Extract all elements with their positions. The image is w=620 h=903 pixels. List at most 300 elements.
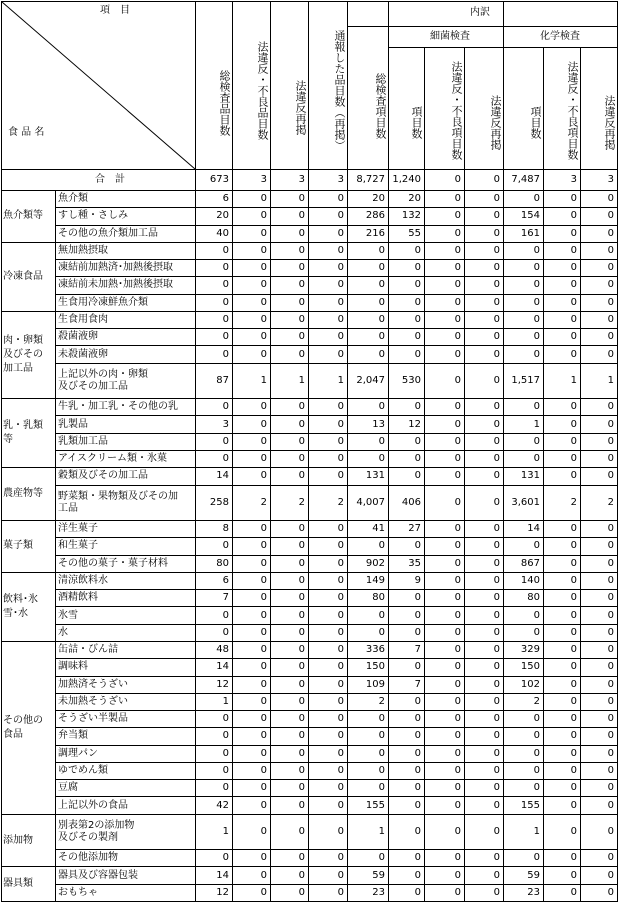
row-value: 0	[222, 348, 229, 360]
row-value: 0	[222, 764, 229, 776]
row-value: 14	[216, 869, 229, 881]
row-label: 器具及び容器包装	[58, 869, 138, 881]
row-value: 0	[260, 523, 267, 535]
row-value: 1	[533, 418, 540, 430]
row-value: 0	[570, 782, 577, 794]
row-value: 0	[222, 540, 229, 552]
group-label: 器具類	[3, 878, 33, 890]
row-value: 0	[260, 678, 267, 690]
row-value: 0	[533, 713, 540, 725]
row-value: 0	[414, 609, 421, 621]
row-value: 150	[520, 661, 540, 673]
total-value: 0	[493, 174, 500, 185]
row-label: 和生菓子	[58, 540, 98, 552]
row-value: 0	[298, 244, 305, 256]
row-value: 0	[607, 523, 614, 535]
row-value: 0	[298, 435, 305, 447]
row-value: 2,047	[356, 374, 385, 386]
row-value: 0	[533, 730, 540, 742]
row-value: 0	[454, 470, 461, 482]
row-value: 0	[378, 747, 385, 759]
row-value: 0	[454, 825, 461, 837]
header-violation-repost: 法違反再掲	[294, 80, 307, 135]
row-value: 0	[570, 869, 577, 881]
header-notified-items: 通報した品目数（再掲）	[333, 30, 346, 151]
row-value: 0	[454, 799, 461, 811]
row-value: 0	[454, 644, 461, 656]
row-value: 0	[260, 279, 267, 291]
row-value: 0	[337, 852, 344, 864]
group-label: その他の 食品	[3, 714, 43, 740]
row-label: 弁当類	[58, 730, 88, 742]
row-value: 0	[298, 644, 305, 656]
total-value: 1,240	[392, 174, 421, 185]
row-value: 0	[298, 782, 305, 794]
row-label: そうざい半製品	[58, 713, 128, 725]
row-value: 0	[260, 886, 267, 898]
row-value: 0	[533, 348, 540, 360]
row-value: 0	[533, 244, 540, 256]
row-value: 0	[337, 825, 344, 837]
row-value: 0	[570, 313, 577, 325]
row-value: 7	[414, 678, 421, 690]
row-value: 0	[607, 764, 614, 776]
row-value: 0	[260, 713, 267, 725]
row-value: 0	[414, 747, 421, 759]
header-violation-items: 法違反・不良品目数	[256, 41, 269, 140]
row-value: 0	[337, 210, 344, 222]
row-value: 0	[378, 401, 385, 413]
row-value: 0	[337, 348, 344, 360]
grid-line	[388, 47, 617, 48]
row-value: 0	[570, 227, 577, 239]
row-value: 0	[298, 313, 305, 325]
total-value: 3	[570, 174, 577, 185]
total-value: 3	[607, 174, 614, 185]
row-value: 0	[378, 852, 385, 864]
row-value: 0	[337, 262, 344, 274]
row-value: 0	[378, 279, 385, 291]
row-value: 0	[607, 782, 614, 794]
row-value: 0	[337, 331, 344, 343]
row-value: 867	[520, 557, 540, 569]
row-value: 0	[337, 730, 344, 742]
row-value: 336	[365, 644, 385, 656]
header-diagonal	[2, 2, 196, 170]
row-value: 0	[493, 348, 500, 360]
group-label: 肉・卵類 及びその 加工品	[3, 335, 43, 375]
row-value: 12	[408, 418, 421, 430]
row-value: 0	[260, 644, 267, 656]
row-value: 0	[570, 592, 577, 604]
row-value: 0	[298, 296, 305, 308]
row-value: 2	[337, 496, 344, 508]
row-value: 0	[607, 609, 614, 621]
row-value: 0	[607, 730, 614, 742]
row-value: 0	[533, 626, 540, 638]
row-value: 0	[493, 575, 500, 587]
row-value: 0	[493, 799, 500, 811]
row-value: 0	[260, 227, 267, 239]
row-value: 0	[607, 575, 614, 587]
row-value: 0	[414, 869, 421, 881]
row-value: 0	[260, 764, 267, 776]
row-value: 0	[493, 418, 500, 430]
row-value: 0	[607, 557, 614, 569]
total-label: 合 計	[95, 174, 125, 185]
row-value: 0	[298, 348, 305, 360]
row-value: 0	[493, 523, 500, 535]
row-value: 329	[520, 644, 540, 656]
row-value: 0	[454, 331, 461, 343]
row-value: 0	[298, 609, 305, 621]
row-label: 缶詰・びん詰	[58, 644, 118, 656]
row-value: 0	[493, 296, 500, 308]
row-value: 0	[298, 730, 305, 742]
row-value: 59	[527, 869, 540, 881]
row-value: 0	[493, 852, 500, 864]
row-value: 406	[401, 496, 421, 508]
row-value: 0	[493, 496, 500, 508]
row-value: 0	[570, 799, 577, 811]
row-value: 0	[570, 418, 577, 430]
row-value: 0	[493, 730, 500, 742]
row-value: 0	[454, 435, 461, 447]
group-label: 乳・乳類 等	[3, 420, 43, 446]
row-value: 0	[414, 262, 421, 274]
row-value: 0	[337, 313, 344, 325]
row-value: 0	[337, 296, 344, 308]
row-value: 0	[222, 453, 229, 465]
row-value: 0	[260, 782, 267, 794]
row-value: 0	[570, 523, 577, 535]
group-label: 菓子類	[3, 540, 33, 552]
row-value: 4,007	[356, 496, 385, 508]
row-value: 0	[298, 210, 305, 222]
row-value: 0	[337, 523, 344, 535]
row-value: 0	[414, 764, 421, 776]
row-value: 0	[260, 435, 267, 447]
row-value: 0	[378, 540, 385, 552]
row-label: 調理パン	[58, 747, 98, 759]
row-value: 0	[607, 626, 614, 638]
row-value: 0	[414, 348, 421, 360]
row-value: 0	[298, 886, 305, 898]
row-value: 0	[493, 661, 500, 673]
header-chemical: 化学検査	[540, 31, 580, 42]
row-label: 別表第2の添加物 及びその製剤	[58, 819, 135, 843]
row-value: 155	[520, 799, 540, 811]
row-value: 0	[260, 609, 267, 621]
row-label: 上記以外の食品	[58, 799, 128, 811]
row-value: 0	[454, 262, 461, 274]
row-value: 14	[216, 470, 229, 482]
row-value: 0	[222, 713, 229, 725]
row-value: 0	[337, 418, 344, 430]
row-value: 0	[414, 470, 421, 482]
row-value: 258	[209, 496, 229, 508]
header-food-name: 食 品 名	[8, 127, 45, 138]
row-value: 7	[222, 592, 229, 604]
row-label: 未加熱そうざい	[58, 695, 128, 707]
row-value: 0	[493, 764, 500, 776]
row-value: 1	[298, 374, 305, 386]
row-label: 穀類及びその加工品	[58, 470, 148, 482]
row-value: 27	[408, 523, 421, 535]
row-value: 0	[414, 331, 421, 343]
row-value: 0	[493, 244, 500, 256]
total-value: 0	[454, 174, 461, 185]
row-value: 0	[607, 678, 614, 690]
row-value: 0	[222, 435, 229, 447]
row-value: 0	[298, 747, 305, 759]
row-value: 0	[454, 279, 461, 291]
row-label: 豆腐	[58, 782, 78, 794]
row-value: 0	[493, 626, 500, 638]
row-value: 0	[337, 557, 344, 569]
row-value: 0	[378, 244, 385, 256]
row-value: 0	[454, 496, 461, 508]
row-value: 0	[570, 825, 577, 837]
row-value: 2	[607, 496, 614, 508]
row-value: 0	[454, 193, 461, 205]
row-value: 0	[298, 418, 305, 430]
row-label: 氷雪	[58, 609, 78, 621]
row-value: 1	[222, 695, 229, 707]
total-value: 3	[298, 174, 305, 185]
row-value: 0	[298, 575, 305, 587]
row-value: 0	[454, 348, 461, 360]
row-value: 0	[570, 764, 577, 776]
row-label: 凍結前未加熱･加熱後摂取	[58, 279, 173, 291]
row-value: 0	[260, 695, 267, 707]
row-value: 0	[570, 244, 577, 256]
row-value: 0	[607, 435, 614, 447]
row-value: 0	[607, 747, 614, 759]
row-value: 0	[607, 540, 614, 552]
row-value: 0	[414, 886, 421, 898]
row-value: 0	[454, 730, 461, 742]
row-value: 20	[372, 193, 385, 205]
row-value: 0	[260, 557, 267, 569]
row-value: 0	[260, 244, 267, 256]
row-value: 0	[378, 331, 385, 343]
row-value: 1	[570, 374, 577, 386]
row-value: 0	[337, 435, 344, 447]
row-label: 無加熱摂取	[58, 244, 108, 256]
row-value: 0	[570, 626, 577, 638]
row-value: 155	[365, 799, 385, 811]
row-value: 0	[414, 592, 421, 604]
row-value: 154	[520, 210, 540, 222]
row-value: 0	[607, 262, 614, 274]
row-label: 清涼飲料水	[58, 575, 108, 587]
row-value: 0	[414, 313, 421, 325]
grid-line	[347, 26, 617, 27]
row-value: 0	[570, 296, 577, 308]
group-label: 農産物等	[3, 488, 43, 500]
row-value: 0	[607, 244, 614, 256]
row-value: 0	[493, 695, 500, 707]
row-value: 0	[222, 262, 229, 274]
row-value: 0	[607, 279, 614, 291]
row-value: 0	[298, 713, 305, 725]
row-value: 0	[222, 852, 229, 864]
row-value: 20	[216, 210, 229, 222]
row-value: 0	[337, 592, 344, 604]
row-value: 0	[493, 210, 500, 222]
row-value: 0	[260, 470, 267, 482]
group-label: 添加物	[3, 834, 33, 846]
row-value: 0	[493, 227, 500, 239]
row-value: 0	[533, 747, 540, 759]
row-value: 0	[378, 730, 385, 742]
row-value: 0	[222, 296, 229, 308]
row-value: 0	[570, 279, 577, 291]
row-value: 161	[520, 227, 540, 239]
row-value: 0	[298, 592, 305, 604]
row-value: 0	[607, 193, 614, 205]
row-value: 0	[493, 470, 500, 482]
row-value: 0	[222, 331, 229, 343]
row-label: 殺菌液卵	[58, 331, 98, 343]
row-value: 0	[378, 453, 385, 465]
row-value: 0	[260, 592, 267, 604]
row-label: 魚介類	[58, 193, 88, 205]
total-value: 673	[209, 174, 229, 185]
row-value: 0	[298, 401, 305, 413]
row-label: 酒精飲料	[58, 592, 98, 604]
row-value: 59	[372, 869, 385, 881]
row-value: 0	[454, 453, 461, 465]
row-value: 0	[298, 678, 305, 690]
row-value: 0	[414, 296, 421, 308]
row-label: 加熱済そうざい	[58, 678, 128, 690]
row-value: 0	[454, 747, 461, 759]
row-value: 0	[378, 764, 385, 776]
row-value: 0	[378, 782, 385, 794]
row-value: 0	[414, 279, 421, 291]
row-value: 0	[454, 227, 461, 239]
row-value: 0	[570, 575, 577, 587]
row-value: 0	[298, 869, 305, 881]
row-value: 0	[260, 799, 267, 811]
row-value: 0	[454, 418, 461, 430]
row-value: 0	[607, 418, 614, 430]
row-label: 調味料	[58, 661, 88, 673]
row-value: 0	[378, 609, 385, 621]
row-value: 0	[378, 296, 385, 308]
row-value: 0	[607, 852, 614, 864]
header-violation-repost-bact: 法違反再掲	[489, 95, 502, 150]
row-value: 0	[222, 609, 229, 621]
row-label: 生食用食肉	[58, 313, 108, 325]
row-value: 0	[570, 262, 577, 274]
row-value: 0	[493, 193, 500, 205]
row-value: 0	[222, 626, 229, 638]
group-label: 飲料･氷 雪･水	[3, 593, 38, 619]
row-value: 0	[337, 540, 344, 552]
row-value: 0	[454, 592, 461, 604]
row-value: 0	[414, 401, 421, 413]
row-value: 0	[260, 730, 267, 742]
row-value: 0	[454, 523, 461, 535]
row-value: 0	[454, 713, 461, 725]
row-value: 0	[493, 313, 500, 325]
row-value: 0	[570, 609, 577, 621]
row-value: 149	[365, 575, 385, 587]
row-value: 87	[216, 374, 229, 386]
row-value: 0	[454, 782, 461, 794]
row-value: 0	[493, 747, 500, 759]
row-value: 0	[337, 713, 344, 725]
row-value: 14	[527, 523, 540, 535]
row-value: 48	[216, 644, 229, 656]
row-value: 0	[454, 695, 461, 707]
row-value: 2	[260, 496, 267, 508]
row-label: 牛乳・加工乳・その他の乳	[58, 401, 178, 413]
row-value: 0	[298, 540, 305, 552]
row-value: 0	[493, 540, 500, 552]
row-value: 0	[493, 453, 500, 465]
row-value: 0	[260, 296, 267, 308]
row-value: 0	[493, 825, 500, 837]
row-value: 0	[607, 713, 614, 725]
row-label: すし種・さしみ	[58, 210, 128, 222]
total-value: 7,487	[511, 174, 540, 185]
row-value: 0	[533, 453, 540, 465]
row-value: 0	[298, 557, 305, 569]
row-label: アイスクリーム類・氷菓	[58, 453, 167, 465]
row-value: 0	[337, 470, 344, 482]
row-value: 0	[337, 626, 344, 638]
row-value: 0	[414, 626, 421, 638]
row-value: 0	[414, 799, 421, 811]
row-value: 0	[607, 210, 614, 222]
row-value: 0	[533, 313, 540, 325]
row-value: 0	[454, 869, 461, 881]
row-value: 0	[260, 852, 267, 864]
row-value: 0	[607, 470, 614, 482]
row-label: 水	[58, 626, 68, 638]
row-value: 80	[527, 592, 540, 604]
grid-line	[617, 1, 618, 902]
row-label: 乳製品	[58, 418, 88, 430]
row-value: 0	[414, 540, 421, 552]
row-value: 0	[607, 695, 614, 707]
row-value: 0	[414, 453, 421, 465]
row-value: 2	[378, 695, 385, 707]
row-value: 0	[378, 262, 385, 274]
row-value: 0	[298, 193, 305, 205]
row-value: 0	[414, 695, 421, 707]
row-value: 0	[260, 401, 267, 413]
row-value: 0	[260, 575, 267, 587]
grid-line	[1, 901, 618, 902]
row-label: 上記以外の肉・卵類 及びその加工品	[58, 368, 148, 392]
row-value: 0	[570, 540, 577, 552]
row-value: 0	[454, 401, 461, 413]
row-value: 0	[298, 331, 305, 343]
row-value: 0	[454, 210, 461, 222]
row-value: 0	[378, 348, 385, 360]
group-label: 冷凍食品	[3, 270, 43, 282]
row-value: 0	[298, 279, 305, 291]
row-value: 0	[570, 435, 577, 447]
row-value: 0	[378, 435, 385, 447]
row-value: 3,601	[511, 496, 540, 508]
row-value: 7	[414, 644, 421, 656]
